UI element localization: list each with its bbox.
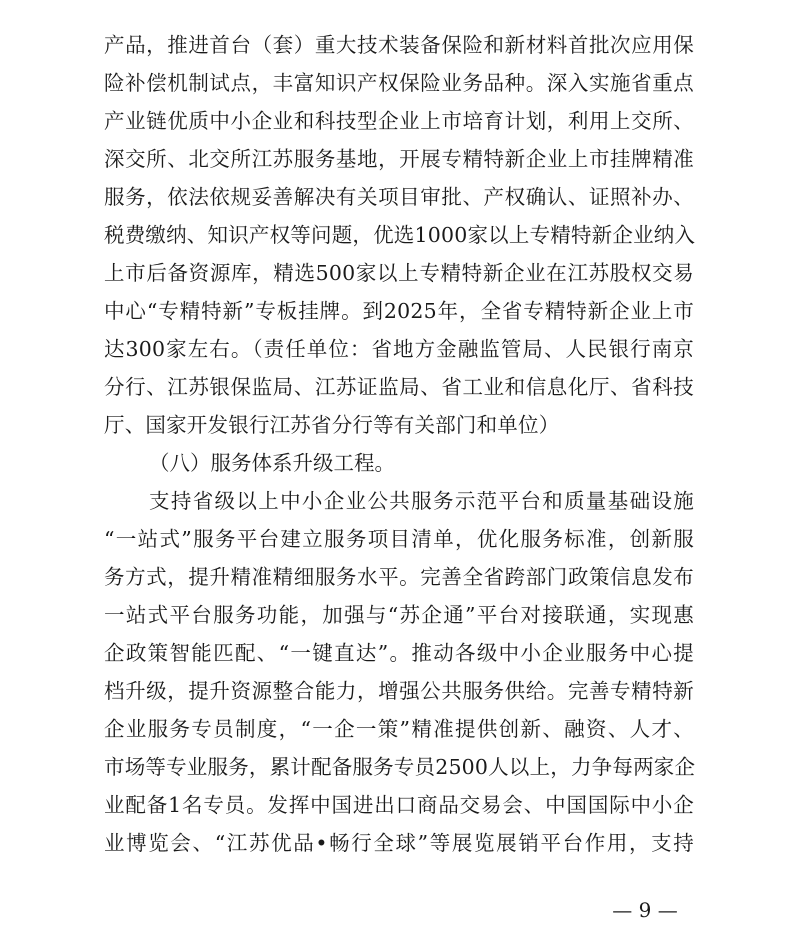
paragraph2-line-1: 支持省级以上中小企业公共服务示范平台和质量基础设施 bbox=[149, 489, 694, 513]
paragraph-line-7: 上市后备资源库，精选500家以上专精特新企业在江苏股权交易 bbox=[104, 261, 694, 285]
paragraph2-line-5: 企政策智能匹配、“一键直达”。推动各级中小企业服务中心提 bbox=[104, 641, 694, 665]
paragraph2-line-10: 业博览会、“江苏优品•畅行全球”等展览展销平台作用，支持 bbox=[104, 831, 694, 855]
paragraph2-line-4: 一站式平台服务功能，加强与“苏企通”平台对接联通，实现惠 bbox=[104, 603, 694, 627]
paragraph-line-11: 厅、国家开发银行江苏省分行等有关部门和单位） bbox=[104, 413, 560, 437]
paragraph2-line-7: 企业服务专员制度，“一企一策”精准提供创新、融资、人才、 bbox=[104, 717, 694, 741]
paragraph2-line-2: “一站式”服务平台建立服务项目清单，优化服务标准，创新服 bbox=[104, 527, 694, 551]
paragraph-line-10: 分行、江苏银保监局、江苏证监局、省工业和信息化厅、省科技 bbox=[104, 375, 694, 399]
paragraph-line-9: 达300家左右。（责任单位：省地方金融监管局、人民银行南京 bbox=[104, 337, 694, 361]
paragraph-line-5: 服务，依法依规妥善解决有关项目审批、产权确认、证照补办、 bbox=[104, 185, 694, 209]
paragraph2-line-9: 业配备1名专员。发挥中国进出口商品交易会、中国国际中小企 bbox=[104, 793, 694, 817]
paragraph2-line-6: 档升级，提升资源整合能力，增强公共服务供给。完善专精特新 bbox=[104, 679, 694, 703]
paragraph2-line-8: 市场等专业服务，累计配备服务专员2500人以上，力争每两家企 bbox=[104, 755, 696, 779]
paragraph-line-2: 险补偿机制试点，丰富知识产权保险业务品种。深入实施省重点 bbox=[104, 71, 694, 95]
paragraph-line-4: 深交所、北交所江苏服务基地，开展专精特新企业上市挂牌精准 bbox=[104, 147, 694, 171]
paragraph2-line-3: 务方式，提升精准精细服务水平。完善全省跨部门政策信息发布 bbox=[104, 565, 694, 589]
paragraph-line-1: 产品，推进首台（套）重大技术装备保险和新材料首批次应用保 bbox=[104, 33, 694, 57]
paragraph-line-8: 中心“专精特新”专板挂牌。到2025年，全省专精特新企业上市 bbox=[104, 299, 694, 323]
page-number: — 9 — bbox=[612, 898, 678, 922]
paragraph-line-3: 产业链优质中小企业和科技型企业上市培育计划，利用上交所、 bbox=[104, 109, 694, 133]
paragraph-line-6: 税费缴纳、知识产权等问题，优选1000家以上专精特新企业纳入 bbox=[104, 223, 696, 247]
section-heading: （八）服务体系升级工程。 bbox=[149, 451, 395, 475]
